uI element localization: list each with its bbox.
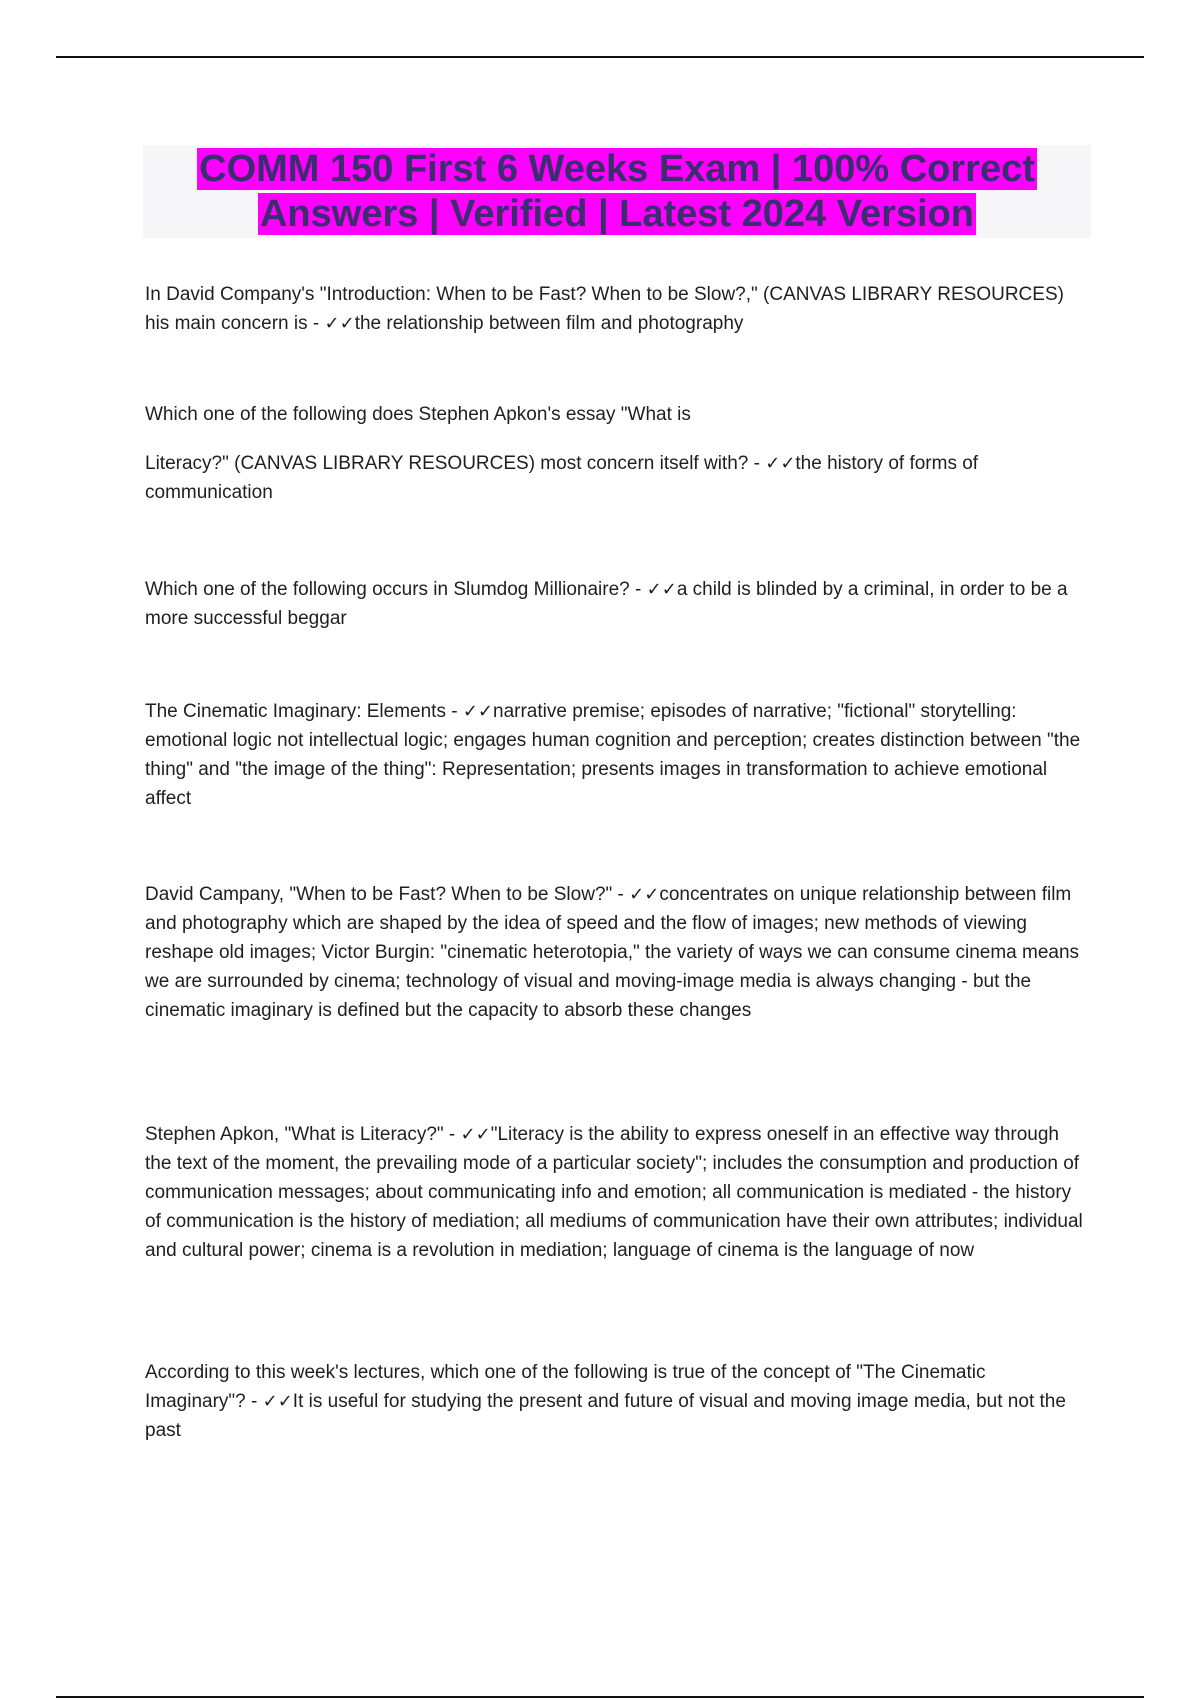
question-text: David Campany, "When to be Fast? When to be Slow?" — [145, 884, 613, 905]
separator: - — [629, 579, 647, 600]
answer-text: "Literacy is the ability to express oneself in an effective way through the text of the moment, the prevailing mode of a particular society"; includes the consumption and production of communication messages; about communicating info and emotion; all communication is mediated - the history of communication is the history of mediation; all mediums of communication have their own attributes; individual and cultural power; cinema is a revolution in mediation; language of cinema is the language of now — [145, 1124, 1083, 1261]
answer-text: a child is blinded by a criminal, in order to be a more successful beggar — [145, 579, 1068, 629]
separator: - — [612, 884, 630, 905]
top-rule — [56, 56, 1144, 58]
check-mark-icon: ✓✓ — [462, 701, 494, 722]
answer-text: the relationship between film and photography — [354, 313, 744, 334]
qa-item — [145, 280, 1090, 338]
question-text: In David Company's "Introduction: When to be Fast? When to be Slow?," (CANVAS LIBRARY RESOURCES) his main concern is — [145, 284, 1064, 334]
question-text: According to this week's lectures, which one of the following is true of the concept of "The Cinematic Imaginary"? — [145, 1362, 986, 1412]
qa-item — [145, 400, 1090, 507]
separator: - — [307, 313, 325, 334]
check-mark-icon: ✓✓ — [646, 579, 677, 600]
separator: - — [245, 1391, 263, 1412]
check-mark-icon: ✓✓ — [324, 313, 355, 334]
answer-text: the history of forms of communication — [145, 453, 979, 503]
check-mark-icon: ✓✓ — [262, 1391, 293, 1412]
title-banner — [143, 145, 1091, 238]
qa-item — [145, 575, 1090, 633]
answer-text: concentrates on unique relationship between film and photography which are shaped by the idea of speed and the flow of images; new methods of viewing reshape old images; Victor Burgin: "cinematic heterotopia," the variety of ways we can consume cinema means we are surrounded by cinema; technology of visual and moving-image media is always changing - but the cinematic imaginary is defined but the capacity to absorb these changes — [145, 884, 1080, 1021]
separator: - — [445, 701, 463, 722]
question-text: The Cinematic Imaginary: Elements — [145, 701, 446, 722]
title-line-2: Answers | Verified | Latest 2024 Version — [259, 193, 975, 235]
bottom-rule — [56, 1696, 1144, 1698]
document-title — [143, 145, 1091, 237]
separator: - — [748, 453, 766, 474]
separator: - — [443, 1124, 461, 1145]
question-text: Stephen Apkon, "What is Literacy?" — [145, 1124, 444, 1145]
question-text-line-1: Which one of the following does Stephen Apkon's essay "What is — [145, 404, 691, 425]
answer-text: narrative premise; episodes of narrative; "fictional" storytelling: emotional logic not intellectual logic; engages human cognition and perception; creates distinction between "the thing" and "the image of the thing": Representation; presents images in transformation to achieve emotional affect — [145, 701, 1081, 809]
qa-item — [145, 1120, 1090, 1265]
check-mark-icon: ✓✓ — [460, 1124, 491, 1145]
question-text: Literacy?" (CANVAS LIBRARY RESOURCES) most concern itself with? — [145, 453, 749, 474]
qa-item — [145, 1358, 1090, 1445]
qa-item — [145, 880, 1090, 1025]
question-text: Which one of the following occurs in Slumdog Millionaire? — [145, 579, 630, 600]
qa-item — [145, 697, 1090, 813]
answer-text: It is useful for studying the present and future of visual and moving image media, but not the past — [145, 1391, 1066, 1441]
title-line-1: COMM 150 First 6 Weeks Exam | 100% Correct — [199, 148, 1035, 190]
check-mark-icon: ✓✓ — [629, 884, 660, 905]
check-mark-icon: ✓✓ — [765, 453, 796, 474]
